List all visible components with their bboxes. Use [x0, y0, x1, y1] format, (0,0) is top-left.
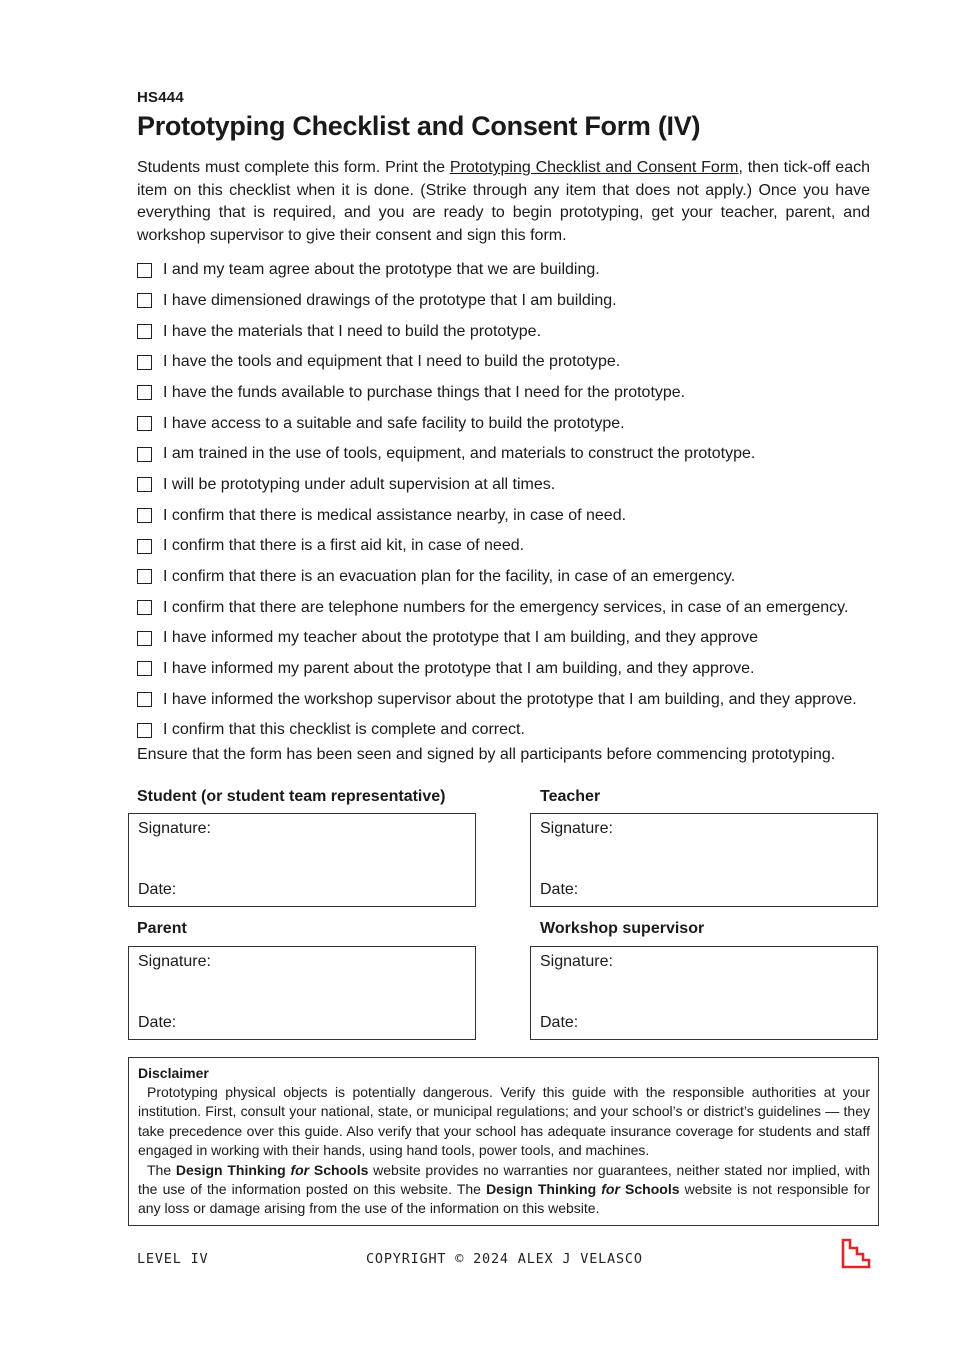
checklist-item	[137, 562, 897, 593]
disclaimer-heading: Disclaimer	[138, 1065, 209, 1081]
checkbox[interactable]	[137, 661, 152, 676]
brand-part-1b: Design Thinking	[486, 1181, 602, 1198]
supervisor-label: Workshop supervisor	[540, 920, 705, 937]
ensure-note: Ensure that the form has been seen and signed by all participants before commencing prototyping.	[137, 746, 836, 763]
checklist-item	[137, 347, 897, 378]
parent-date-label: Date:	[138, 1014, 177, 1031]
checklist-item-label: I have informed the workshop supervisor about the prototype that I am building, and they approve.	[163, 690, 857, 708]
checklist-item-label: I have informed my teacher about the prototype that I am building, and they approve	[163, 629, 759, 647]
disclaimer-p2-end: website is not responsible for any loss or damage arising from the use of the information on this website.	[138, 1181, 870, 1217]
checkbox[interactable]	[137, 416, 152, 431]
checkbox[interactable]	[137, 692, 152, 707]
checkbox[interactable]	[137, 447, 152, 462]
checkbox[interactable]	[137, 600, 152, 615]
checklist-item	[137, 255, 897, 286]
checkbox[interactable]	[137, 293, 152, 308]
teacher-date-label: Date:	[540, 881, 579, 898]
checklist-item-label: I and my team agree about the prototype that we are building.	[163, 261, 600, 279]
checklist-item-label: I am trained in the use of tools, equipment, and materials to construct the prototype.	[163, 445, 756, 463]
footer-level: LEVEL IV	[137, 1251, 209, 1267]
brand-part-for: for	[290, 1161, 310, 1178]
brand-part-2: Schools	[309, 1161, 369, 1178]
checklist-item-label: I confirm that this checklist is complete and correct.	[163, 721, 525, 739]
checkbox[interactable]	[137, 385, 152, 400]
brand-part-2b: Schools	[619, 1181, 680, 1198]
supervisor-date-label: Date:	[540, 1014, 579, 1031]
checklist-item	[137, 623, 897, 654]
checklist-item	[137, 439, 897, 470]
checklist-item	[137, 654, 897, 685]
teacher-label: Teacher	[540, 788, 601, 805]
checklist-item-label: I confirm that there is an evacuation plan for the facility, in case of an emergency.	[163, 567, 736, 585]
intro-text-end: , then tick-off each item on this checklist when it is done. (Strike through any item that does not apply.) Once you have everything that is required, and you are ready to begin prototyping, get your teacher, parent, and workshop supervisor to give their consent and sign this form.	[137, 159, 870, 244]
checkbox[interactable]	[137, 508, 152, 523]
checklist-item-label: I have dimensioned drawings of the prototype that I am building.	[163, 291, 617, 309]
intro-paragraph	[137, 157, 870, 247]
disclaimer-paragraph-2	[138, 1161, 870, 1219]
checklist-item	[137, 286, 897, 317]
student-label: Student (or student team representative)	[137, 788, 446, 805]
form-code: HS444	[137, 89, 184, 106]
checklist	[137, 255, 897, 746]
teacher-signature-box[interactable]	[530, 813, 878, 907]
checklist-item	[137, 470, 897, 501]
checkbox[interactable]	[137, 723, 152, 738]
checklist-item-label: I have the funds available to purchase things that I need for the prototype.	[163, 383, 686, 401]
checkbox[interactable]	[137, 263, 152, 278]
brand-name	[176, 1162, 368, 1178]
checkbox[interactable]	[137, 324, 152, 339]
checklist-item-label: I have access to a suitable and safe facility to build the prototype.	[163, 414, 625, 432]
checklist-item-label: I have the materials that I need to build the prototype.	[163, 322, 542, 340]
checklist-item	[137, 715, 897, 746]
consent-form-link[interactable]: Prototyping Checklist and Consent Form	[449, 159, 739, 176]
student-date-label: Date:	[138, 881, 177, 898]
stair-step-logo-icon	[840, 1238, 872, 1270]
intro-text-start: Students must complete this form. Print the	[137, 159, 450, 176]
checklist-item-label: I will be prototyping under adult supervision at all times.	[163, 475, 556, 493]
checklist-item-label: I have the tools and equipment that I need to build the prototype.	[163, 353, 621, 371]
checkbox[interactable]	[137, 569, 152, 584]
checkbox[interactable]	[137, 631, 152, 646]
checklist-item-label: I confirm that there is medical assistance nearby, in case of need.	[163, 506, 627, 524]
disclaimer-p2-middle: website provides no warranties nor guarantees, neither stated nor implied, with the use of the information posted on this website. The	[138, 1161, 870, 1198]
checklist-item-label: I confirm that there are telephone numbers for the emergency services, in case of an emergency.	[163, 598, 849, 616]
teacher-signature-label: Signature:	[540, 820, 613, 837]
brand-part-for-b: for	[601, 1181, 620, 1198]
checklist-item-label: I confirm that there is a first aid kit, in case of need.	[163, 537, 525, 555]
supervisor-signature-label: Signature:	[540, 953, 613, 970]
parent-label: Parent	[137, 920, 187, 937]
checkbox[interactable]	[137, 539, 152, 554]
page-title: Prototyping Checklist and Consent Form (IV)	[137, 111, 701, 141]
brand-part-1: Design Thinking	[175, 1161, 291, 1178]
checkbox[interactable]	[137, 355, 152, 370]
supervisor-signature-box[interactable]	[530, 946, 878, 1040]
footer-copyright: COPYRIGHT © 2024 ALEX J VELASCO	[366, 1251, 643, 1267]
checkbox[interactable]	[137, 477, 152, 492]
checklist-item	[137, 531, 897, 562]
disclaimer-paragraph-1: Prototyping physical objects is potentially dangerous. Verify this guide with the responsible authorities at your institution. First, consult your national, state, or municipal regulations; and your school’s or district’s guidelines — they take precedence over this guide. Also verify that your school has adequate insurance coverage for students and staff engaged in working with their hands, using hand tools, power tools, and machines.	[138, 1084, 870, 1159]
disclaimer-p2-start: The	[147, 1161, 176, 1178]
brand-name-2	[486, 1181, 679, 1197]
checklist-item	[137, 408, 897, 439]
checklist-item	[137, 684, 897, 715]
parent-signature-label: Signature:	[138, 953, 211, 970]
checklist-item-label: I have informed my parent about the prototype that I am building, and they approve.	[163, 659, 755, 677]
checklist-item	[137, 592, 897, 623]
parent-signature-box[interactable]	[128, 946, 476, 1040]
checklist-item	[137, 378, 897, 409]
student-signature-label: Signature:	[138, 820, 211, 837]
disclaimer-box	[128, 1057, 879, 1226]
student-signature-box[interactable]	[128, 813, 476, 907]
checklist-item	[137, 316, 897, 347]
checklist-item	[137, 500, 897, 531]
